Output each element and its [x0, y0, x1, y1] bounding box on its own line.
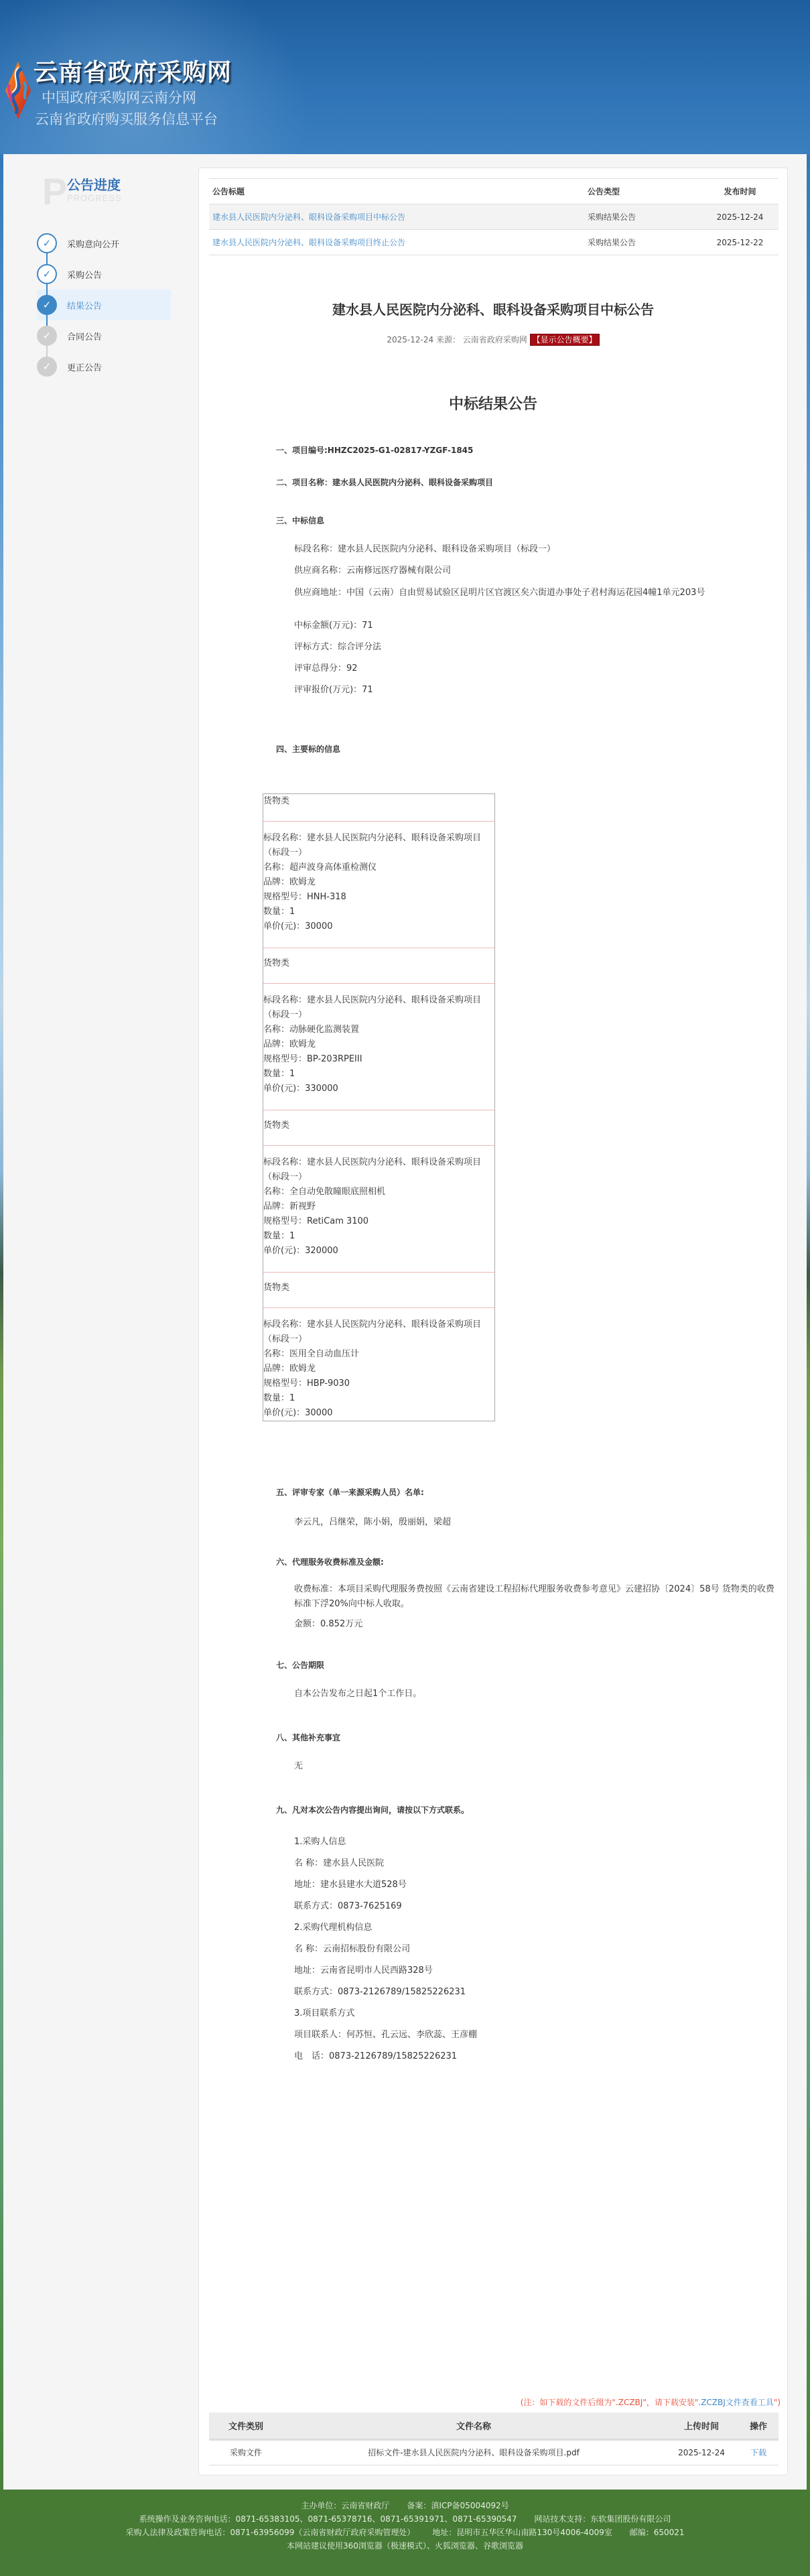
download-link[interactable]: 下载 [750, 2448, 766, 2457]
fee-amount: 金额：0.852万元 [294, 1619, 363, 1629]
supplier-address: 供应商地址：中国（云南）自由贸易试验区昆明片区官渡区矣六街道办事处子君村海运花园4幢1单元203号 [294, 588, 705, 598]
file-name: 招标文件-建水县人民医院内分泌科、眼科设备采购项目.pdf [283, 2439, 665, 2465]
goods-item [263, 948, 494, 1110]
goods-name: 名称：超声波身高体重检测仪 [263, 862, 377, 873]
step-label: 结果公告 [67, 301, 103, 312]
step-procurement-notice[interactable] [37, 259, 171, 289]
section-project-name: 二、项目名称：建水县人民医院内分泌科、眼科设备采购项目 [276, 478, 494, 487]
step-label: 采购意向公开 [67, 239, 120, 250]
progress-letter-icon: P [42, 170, 68, 212]
section-bid-info: 三、中标信息 [276, 516, 325, 525]
contact-block [294, 1831, 777, 2067]
goods-quantity: 数量：1 [263, 907, 295, 917]
progress-subtitle: PROGRESS [67, 193, 122, 203]
contact-line: 1.采购人信息 [294, 1837, 346, 1847]
site-header [0, 0, 810, 154]
notice-date: 2025-12-22 [698, 230, 779, 255]
notice-type: 采购结果公告 [584, 230, 698, 255]
site-logo-icon [5, 62, 31, 119]
footer-postcode: 邮编：650021 [629, 2528, 685, 2537]
goods-item [263, 794, 494, 948]
zczbj-viewer-link[interactable]: .ZCZBJ文件查看工具 [698, 2398, 774, 2407]
goods-unit-price: 单价(元)：320000 [263, 1246, 338, 1256]
article-meta [199, 334, 787, 345]
step-label: 更正公告 [67, 363, 103, 373]
progress-header [37, 168, 178, 214]
file-upload-time: 2025-12-24 [665, 2439, 738, 2465]
step-correction-notice[interactable] [37, 351, 171, 382]
goods-model: 规格型号：BP-203RPEIII [263, 1054, 362, 1064]
col-date: 发布时间 [698, 179, 779, 204]
section-agency-fee: 六、代理服务收费标准及金额: [276, 1557, 384, 1567]
goods-lot: 标段名称：建水县人民医院内分泌科、眼科设备采购项目（标段一） [263, 833, 482, 858]
notice-link[interactable]: 建水县人民医院内分泌科、眼科设备采购项目终止公告 [212, 238, 406, 247]
section-main-items: 四、主要标的信息 [276, 745, 341, 754]
footer-ops-phone: 系统操作及业务咨询电话：0871-65383105、0871-65378716、0871-65391971、0871-65390547 [139, 2514, 517, 2524]
footer-line-1 [0, 2499, 810, 2512]
goods-brand: 品牌：欧姆龙 [263, 1039, 316, 1049]
section-contact: 九、凡对本次公告内容提出询问，请按以下方式联系。 [276, 1805, 470, 1815]
goods-name: 名称：医用全自动血压计 [263, 1349, 360, 1359]
article-title: 建水县人民医院内分泌科、眼科设备采购项目中标公告 [332, 302, 654, 318]
other-matters: 无 [294, 1761, 303, 1771]
col-action: 操作 [738, 2412, 779, 2439]
footer-address: 地址：昆明市五华区华山南路130号4006-4009室 [432, 2528, 612, 2537]
contact-line: 地址：建水县建水大道528号 [294, 1880, 407, 1890]
notice-period: 自本公告发布之日起1个工作日。 [294, 1689, 422, 1699]
goods-quantity: 数量：1 [263, 1231, 295, 1241]
goods-details [263, 1308, 494, 1421]
goods-quantity: 数量：1 [263, 1393, 295, 1403]
progress-sidebar [37, 168, 178, 382]
goods-lot: 标段名称：建水县人民医院内分泌科、眼科设备采购项目（标段一） [263, 1319, 482, 1344]
progress-steps [37, 228, 178, 382]
goods-lot: 标段名称：建水县人民医院内分泌科、眼科设备采购项目（标段一） [263, 1157, 482, 1182]
section-experts: 五、评审专家（单一来源采购人员）名单: [276, 1488, 424, 1497]
bid-info-block [294, 541, 777, 703]
footer-line-3 [0, 2526, 810, 2539]
contact-line: 项目联系人：何苏恒、孔云远、李欣蕊、王彦棚 [294, 2030, 478, 2040]
contact-line: 联系方式：0873-2126789/15825226231 [294, 1987, 466, 1997]
table-row [209, 204, 779, 230]
contact-line: 2.采购代理机构信息 [294, 1923, 373, 1933]
evaluation-method: 评标方式：综合评分法 [294, 642, 382, 652]
goods-model: 规格型号：HBP-9030 [263, 1378, 350, 1389]
article-date: 2025-12-24 [387, 335, 434, 344]
table-row [209, 2439, 779, 2465]
goods-brand: 品牌：欧姆龙 [263, 1364, 316, 1374]
goods-category: 货物类 [263, 794, 494, 822]
goods-name: 名称：全自动免散瞳眼底照相机 [263, 1187, 386, 1197]
goods-quantity: 数量：1 [263, 1069, 295, 1079]
article-heading: 中标结果公告 [448, 396, 537, 413]
notice-type: 采购结果公告 [584, 204, 698, 230]
progress-title: 公告进度 [67, 177, 121, 193]
check-icon: ✓ [37, 264, 57, 284]
check-icon: ✓ [37, 295, 57, 315]
check-icon: ✓ [37, 233, 57, 253]
goods-unit-price: 单价(元)：30000 [263, 921, 333, 931]
step-procurement-intent[interactable] [37, 228, 171, 259]
section-project-number: 一、项目编号:HHZC2025-G1-02817-YZGF-1845 [276, 446, 474, 455]
article-source: 云南省政府采购网 [462, 335, 527, 344]
goods-name: 名称：动脉硬化监测装置 [263, 1025, 360, 1035]
table-row [209, 230, 779, 255]
footer-browser-tip: 本网站建议使用360浏览器（极速模式）、火狐浏览器、谷歌浏览器 [287, 2541, 523, 2551]
notice-date: 2025-12-24 [698, 204, 779, 230]
goods-category: 货物类 [263, 1273, 494, 1308]
evaluated-price: 评审报价(万元)：71 [294, 685, 373, 695]
total-score: 评审总得分：92 [294, 663, 358, 673]
step-result-notice[interactable] [37, 289, 171, 320]
site-subtitle-1: 中国政府采购网云南分网 [42, 90, 196, 106]
goods-lot: 标段名称：建水县人民医院内分泌科、眼科设备采购项目（标段一） [263, 995, 482, 1020]
goods-item [263, 1273, 494, 1421]
contact-line: 名 称：建水县人民医院 [294, 1858, 385, 1868]
table-header-row [209, 179, 779, 204]
site-subtitle-2: 云南省政府购买服务信息平台 [35, 111, 218, 127]
col-file-category: 文件类别 [209, 2412, 283, 2439]
check-icon: ✓ [37, 326, 57, 346]
source-label: 来源： [435, 335, 460, 344]
section-notice-period: 七、公告期限 [276, 1661, 325, 1670]
site-footer [0, 2490, 810, 2576]
lot-name: 标段名称：建水县人民医院内分泌科、眼科设备采购项目（标段一） [294, 544, 556, 554]
goods-details [263, 1146, 494, 1273]
step-label: 合同公告 [67, 332, 103, 342]
notice-link[interactable]: 建水县人民医院内分泌科、眼科设备采购项目中标公告 [212, 212, 406, 222]
goods-unit-price: 单价(元)：30000 [263, 1408, 333, 1418]
goods-details [263, 984, 494, 1110]
step-label: 采购公告 [67, 270, 103, 281]
bid-amount: 中标金额(万元)：71 [294, 621, 373, 631]
site-title: 云南省政府采购网 [33, 59, 232, 86]
contact-line: 地址：云南省昆明市人民西路328号 [294, 1966, 433, 1976]
footer-line-4 [0, 2539, 810, 2553]
contact-line: 名 称：云南招标股份有限公司 [294, 1944, 411, 1954]
col-title: 公告标题 [209, 179, 584, 204]
contact-line: 联系方式：0873-7625169 [294, 1901, 402, 1911]
main-panel [198, 168, 788, 2475]
show-summary-button[interactable]: 【显示公告概要】 [530, 334, 600, 346]
table-header-row [209, 2412, 779, 2439]
goods-category: 货物类 [263, 1110, 494, 1146]
footer-icp: 备案：滇ICP备05004092号 [407, 2501, 509, 2510]
supplier-name: 供应商名称：云南修远医疗器械有限公司 [294, 566, 452, 576]
contact-line: 电 话：0873-2126789/15825226231 [294, 2051, 458, 2061]
goods-model: 规格型号：HNH-318 [263, 892, 346, 902]
col-file-name: 文件名称 [283, 2412, 665, 2439]
note-text: (注：如下载的文件后缀为".ZCZBJ"，请下载安装" [520, 2398, 699, 2407]
page-container [3, 154, 807, 2490]
goods-table [263, 793, 495, 1421]
file-category: 采购文件 [209, 2439, 283, 2465]
goods-details [263, 822, 494, 948]
fee-standard: 收费标准：本项目采购代理服务费按照《云南省建设工程招标代理服务收费参考意见》云建招协〔2024〕58号 货物类的收费标准下浮20%向中标人收取。 [294, 1584, 774, 1609]
footer-host: 主办单位：云南省财政厅 [301, 2501, 390, 2510]
download-note [521, 2396, 781, 2408]
goods-brand: 品牌：新视野 [263, 1202, 316, 1212]
section-other-matters: 八、其他补充事宜 [276, 1733, 341, 1742]
goods-model: 规格型号：RetiCam 3100 [263, 1216, 369, 1226]
footer-tech-support: 网站技术支持：东软集团股份有限公司 [534, 2514, 671, 2524]
attachments-table [209, 2412, 779, 2465]
check-icon: ✓ [37, 357, 57, 377]
experts-list: 李云凡，吕继荣，陈小娟，殷丽娟，梁超 [294, 1517, 452, 1527]
footer-line-2 [0, 2512, 810, 2526]
goods-item [263, 1110, 494, 1273]
goods-brand: 品牌：欧姆龙 [263, 877, 316, 887]
footer-legal-phone: 采购人法律及政策咨询电话：0871-63956099（云南省财政厅政府采购管理处） [125, 2528, 415, 2537]
contact-line: 3.项目联系方式 [294, 2008, 355, 2018]
goods-unit-price: 单价(元)：330000 [263, 1084, 338, 1094]
col-type: 公告类型 [584, 179, 698, 204]
goods-category: 货物类 [263, 948, 494, 984]
note-text: ") [773, 2398, 781, 2407]
related-notices-table [209, 178, 779, 255]
col-upload-time: 上传时间 [665, 2412, 738, 2439]
step-contract-notice[interactable] [37, 320, 171, 351]
